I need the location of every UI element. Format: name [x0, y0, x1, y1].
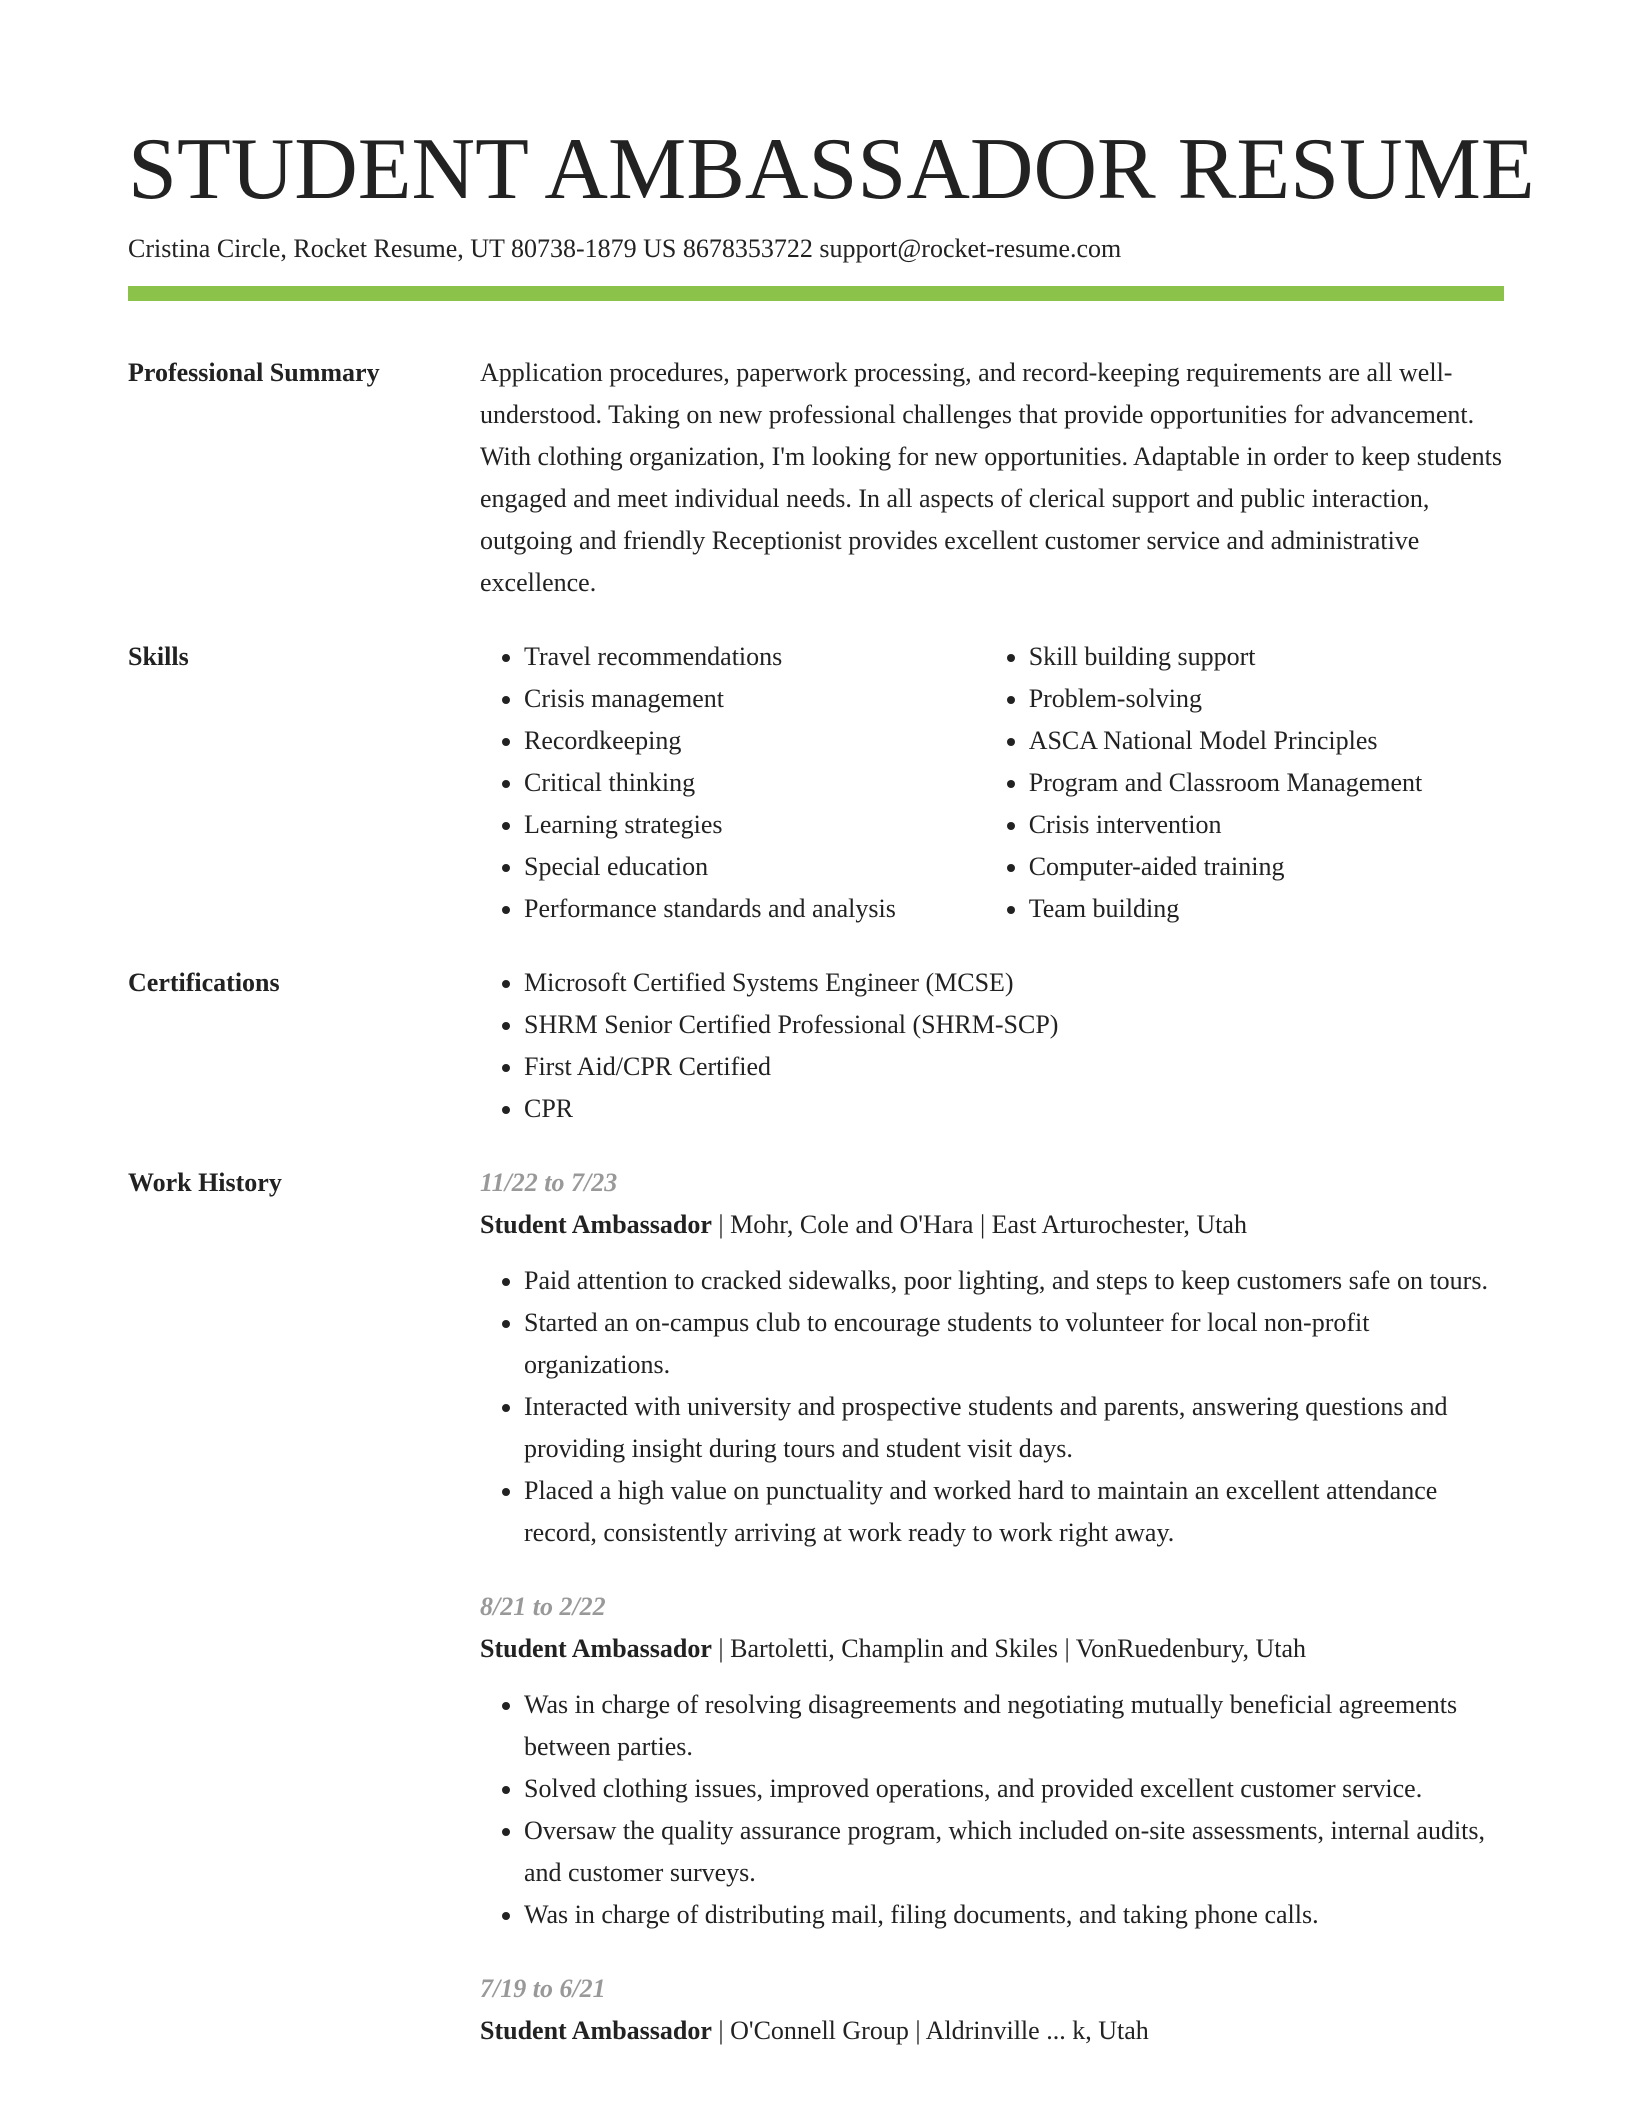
job-heading [480, 2010, 1504, 2052]
list-item: • SHRM Senior Certified Professional (SHRM-SCP) [524, 1004, 1504, 1046]
job-heading [480, 1204, 1504, 1246]
certifications-list [480, 962, 1504, 1130]
accent-divider [128, 286, 1504, 301]
list-item: • Interacted with university and prospective students and parents, answering questions and providing insight during tours and student visit days. [524, 1386, 1504, 1470]
job-details: | O'Connell Group | Aldrinville ... k, Utah [711, 2016, 1149, 2045]
job-entry [480, 1968, 1504, 2052]
list-item: • Skill building support [1029, 636, 1504, 678]
list-item: • Special education [524, 846, 985, 888]
job-title: Student Ambassador [480, 1634, 712, 1663]
job-details: | Mohr, Cole and O'Hara | East Arturochester, Utah [711, 1210, 1247, 1239]
job-details: | Bartoletti, Champlin and Skiles | VonRuedenbury, Utah [711, 1634, 1307, 1663]
list-item: • Program and Classroom Management [1029, 762, 1504, 804]
skills-list-right [985, 636, 1504, 930]
contact-line: Cristina Circle, Rocket Resume, UT 80738-1879 US 8678353722 support@rocket-resume.com [128, 234, 1122, 263]
certifications-body [480, 962, 1504, 1130]
job-bullets [480, 1684, 1504, 1936]
list-item: • Critical thinking [524, 762, 985, 804]
list-item: • Solved clothing issues, improved operations, and provided excellent customer service. [524, 1768, 1504, 1810]
list-item: • Performance standards and analysis [524, 888, 985, 930]
section-label-work-history: Work History [128, 1168, 282, 1197]
list-item: • Placed a high value on punctuality and worked hard to maintain an excellent attendance record, consistently arriving at work ready to work right away. [524, 1470, 1504, 1554]
job-date: 8/21 to 2/22 [480, 1592, 606, 1621]
job-entry [480, 1586, 1504, 1936]
list-item: • Oversaw the quality assurance program, which included on-site assessments, internal audits, and customer surveys. [524, 1810, 1504, 1894]
work-history-body [480, 1162, 1504, 2084]
list-item: • First Aid/CPR Certified [524, 1046, 1504, 1088]
list-item: • CPR [524, 1088, 1504, 1130]
summary-text: Application procedures, paperwork processing, and record-keeping requirements are all well-understood. Taking on new professional challenges that provide opportunities for advancement. With clothing organization, I'm looking for new opportunities. Adaptable in order to keep students engaged and meet individual needs. In all aspects of clerical support and public interaction, outgoing and friendly Receptionist provides excellent customer service and administrative excellence. [480, 358, 1503, 597]
list-item: • Recordkeeping [524, 720, 985, 762]
skills-list-left [480, 636, 985, 930]
job-entry [480, 1162, 1504, 1554]
section-label-summary: Professional Summary [128, 358, 380, 387]
list-item: • Crisis intervention [1029, 804, 1504, 846]
job-title: Student Ambassador [480, 2016, 712, 2045]
list-item: • Learning strategies [524, 804, 985, 846]
job-title: Student Ambassador [480, 1210, 712, 1239]
list-item: • Crisis management [524, 678, 985, 720]
job-date: 11/22 to 7/23 [480, 1168, 618, 1197]
resume-title: STUDENT AMBASSADOR RESUME [128, 121, 1535, 218]
list-item: • Team building [1029, 888, 1504, 930]
list-item: • Started an on-campus club to encourage students to volunteer for local non-profit organizations. [524, 1302, 1504, 1386]
summary-body [480, 352, 1504, 604]
job-date: 7/19 to 6/21 [480, 1974, 606, 2003]
job-heading [480, 1628, 1504, 1670]
list-item: • Microsoft Certified Systems Engineer (MCSE) [524, 962, 1504, 1004]
list-item: • Computer-aided training [1029, 846, 1504, 888]
list-item: • Travel recommendations [524, 636, 985, 678]
list-item: • Paid attention to cracked sidewalks, poor lighting, and steps to keep customers safe on tours. [524, 1260, 1504, 1302]
list-item: • Problem-solving [1029, 678, 1504, 720]
skills-body [480, 636, 1504, 930]
section-label-certifications: Certifications [128, 968, 280, 997]
list-item: • Was in charge of resolving disagreements and negotiating mutually beneficial agreements between parties. [524, 1684, 1504, 1768]
list-item: • ASCA National Model Principles [1029, 720, 1504, 762]
list-item: • Was in charge of distributing mail, filing documents, and taking phone calls. [524, 1894, 1504, 1936]
job-bullets [480, 1260, 1504, 1554]
section-label-skills: Skills [128, 642, 189, 671]
